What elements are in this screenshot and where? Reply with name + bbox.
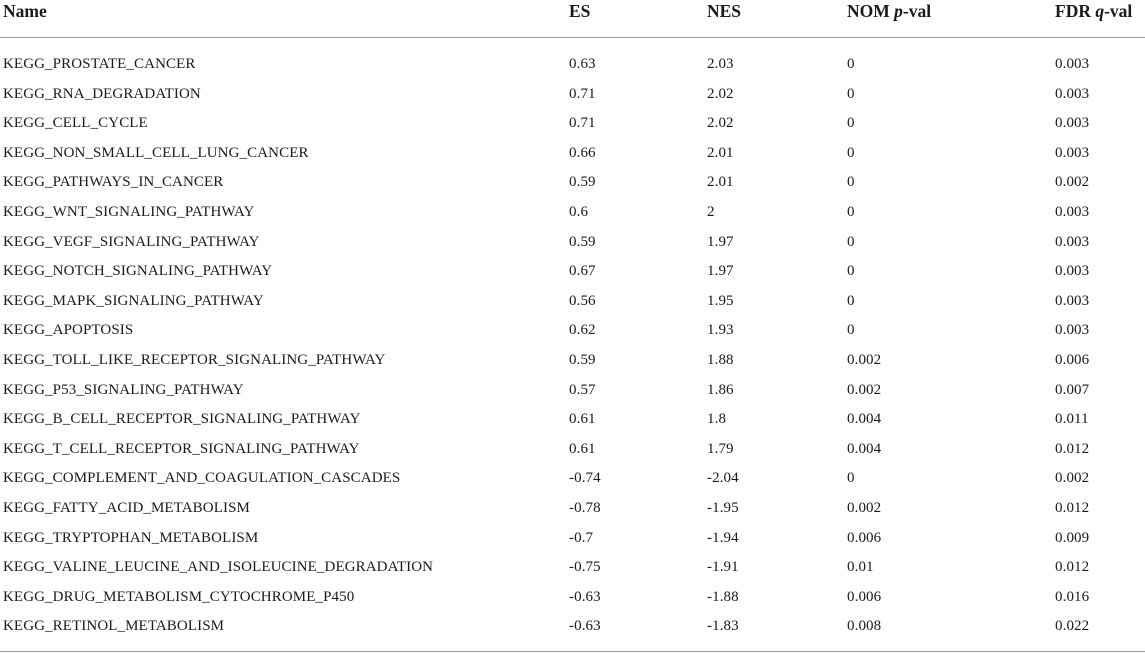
cell-nom: 0.006: [847, 529, 882, 546]
cell-es: 0.57: [569, 381, 596, 398]
cell-nom: 0: [847, 144, 855, 161]
cell-nes: -1.88: [707, 588, 739, 605]
header-nom-suffix: -val: [902, 1, 932, 21]
cell-es: -0.75: [569, 559, 601, 576]
cell-nom: 0.008: [847, 618, 882, 635]
cell-fdr: 0.003: [1055, 292, 1090, 309]
header-es: ES: [566, 0, 704, 38]
cell-nom: 0.002: [847, 381, 882, 398]
cell-nom: 0.004: [847, 411, 882, 428]
cell-fdr: 0.012: [1055, 499, 1090, 516]
table-row: [0, 80, 1145, 110]
cell-nes: 1.88: [707, 351, 734, 368]
cell-name: KEGG_MAPK_SIGNALING_PATHWAY: [3, 292, 264, 309]
cell-es: -0.63: [569, 618, 601, 635]
cell-fdr: 0.003: [1055, 233, 1090, 250]
table-row: [0, 494, 1145, 524]
table-row: [0, 376, 1145, 406]
cell-name: KEGG_FATTY_ACID_METABOLISM: [3, 499, 250, 516]
table-row: [0, 168, 1145, 198]
cell-es: 0.61: [569, 440, 596, 457]
cell-nom: 0.002: [847, 499, 882, 516]
table-row: [0, 198, 1145, 228]
cell-fdr: 0.003: [1055, 56, 1090, 72]
cell-es: 0.56: [569, 292, 596, 309]
cell-nom: 0: [847, 263, 855, 280]
cell-es: -0.78: [569, 499, 601, 516]
cell-fdr: 0.003: [1055, 85, 1090, 102]
header-nom-italic: p: [894, 1, 903, 21]
header-nom-pval: [844, 0, 1052, 38]
table-bottom-rule: [0, 651, 1145, 652]
cell-nom: 0: [847, 470, 855, 487]
cell-nom: 0.002: [847, 351, 882, 368]
cell-nes: 1.86: [707, 381, 734, 398]
cell-es: -0.7: [569, 529, 594, 546]
cell-fdr: 0.022: [1055, 618, 1090, 635]
table-header: [0, 0, 1145, 38]
header-fdr-prefix: FDR: [1055, 1, 1096, 21]
cell-es: 0.63: [569, 56, 596, 72]
cell-nes: 2.01: [707, 144, 734, 161]
cell-nes: 1.79: [707, 440, 734, 457]
cell-nes: -1.94: [707, 529, 739, 546]
cell-name: KEGG_WNT_SIGNALING_PATHWAY: [3, 203, 255, 220]
header-name: Name: [0, 0, 566, 38]
cell-nes: -1.91: [707, 559, 739, 576]
table-row: [0, 553, 1145, 583]
header-row: [0, 0, 1145, 38]
cell-nom: 0: [847, 115, 855, 132]
table-row: [0, 139, 1145, 169]
cell-es: 0.71: [569, 115, 596, 132]
cell-nes: -2.04: [707, 470, 739, 487]
cell-fdr: 0.003: [1055, 144, 1090, 161]
cell-fdr: 0.002: [1055, 470, 1090, 487]
cell-name: KEGG_APOPTOSIS: [3, 322, 134, 339]
cell-name: KEGG_T_CELL_RECEPTOR_SIGNALING_PATHWAY: [3, 440, 360, 457]
header-spacer-row: [0, 38, 1145, 51]
cell-nom: 0: [847, 56, 855, 72]
cell-name: KEGG_B_CELL_RECEPTOR_SIGNALING_PATHWAY: [3, 411, 361, 428]
cell-nes: 2.02: [707, 85, 734, 102]
cell-name: KEGG_NON_SMALL_CELL_LUNG_CANCER: [3, 144, 309, 161]
cell-name: KEGG_TRYPTOPHAN_METABOLISM: [3, 529, 259, 546]
cell-es: -0.74: [569, 470, 601, 487]
cell-nom: 0: [847, 85, 855, 102]
cell-name: KEGG_VALINE_LEUCINE_AND_ISOLEUCINE_DEGRADATION: [3, 559, 434, 576]
cell-fdr: 0.003: [1055, 263, 1090, 280]
cell-nes: 1.95: [707, 292, 734, 309]
cell-name: KEGG_DRUG_METABOLISM_CYTOCHROME_P450: [3, 588, 355, 605]
cell-nes: 2: [707, 203, 715, 220]
cell-es: 0.59: [569, 351, 596, 368]
cell-nes: 2.01: [707, 174, 734, 191]
cell-nom: 0: [847, 174, 855, 191]
cell-fdr: 0.006: [1055, 351, 1090, 368]
table-row: [0, 612, 1145, 642]
table-body: [0, 38, 1145, 642]
cell-name: KEGG_RNA_DEGRADATION: [3, 85, 201, 102]
cell-nom: 0: [847, 292, 855, 309]
cell-es: 0.67: [569, 263, 596, 280]
cell-name: KEGG_PROSTATE_CANCER: [3, 56, 196, 72]
table-row: [0, 50, 1145, 80]
cell-nom: 0.006: [847, 588, 882, 605]
table-row: [0, 346, 1145, 376]
cell-es: -0.63: [569, 588, 601, 605]
cell-es: 0.66: [569, 144, 596, 161]
cell-nes: -1.95: [707, 499, 739, 516]
cell-nom: 0.01: [847, 559, 874, 576]
table-row: [0, 228, 1145, 258]
table-row: [0, 257, 1145, 287]
table-row: [0, 583, 1145, 613]
cell-name: KEGG_VEGF_SIGNALING_PATHWAY: [3, 233, 260, 250]
cell-fdr: 0.007: [1055, 381, 1090, 398]
cell-nes: 1.93: [707, 322, 734, 339]
cell-nes: 1.8: [707, 411, 727, 428]
cell-fdr: 0.003: [1055, 322, 1090, 339]
cell-fdr: 0.012: [1055, 440, 1090, 457]
cell-nes: 2.03: [707, 56, 734, 72]
cell-name: KEGG_NOTCH_SIGNALING_PATHWAY: [3, 263, 273, 280]
cell-nom: 0.004: [847, 440, 882, 457]
cell-name: KEGG_COMPLEMENT_AND_COAGULATION_CASCADES: [3, 470, 401, 487]
cell-es: 0.59: [569, 174, 596, 191]
table-row: [0, 109, 1145, 139]
header-fdr-qval: [1052, 0, 1145, 38]
cell-fdr: 0.003: [1055, 203, 1090, 220]
table-row: [0, 435, 1145, 465]
cell-nes: -1.83: [707, 618, 739, 635]
cell-name: KEGG_PATHWAYS_IN_CANCER: [3, 174, 224, 191]
header-nes: NES: [704, 0, 844, 38]
cell-es: 0.59: [569, 233, 596, 250]
cell-fdr: 0.009: [1055, 529, 1090, 546]
cell-name: KEGG_RETINOL_METABOLISM: [3, 618, 225, 635]
cell-nes: 1.97: [707, 263, 734, 280]
cell-es: 0.71: [569, 85, 596, 102]
header-spacer: [0, 38, 1145, 51]
cell-fdr: 0.016: [1055, 588, 1090, 605]
cell-es: 0.62: [569, 322, 596, 339]
cell-nom: 0: [847, 322, 855, 339]
table-row: [0, 464, 1145, 494]
table-row: [0, 287, 1145, 317]
cell-name: KEGG_TOLL_LIKE_RECEPTOR_SIGNALING_PATHWAY: [3, 351, 386, 368]
cell-name: KEGG_P53_SIGNALING_PATHWAY: [3, 381, 244, 398]
cell-nom: 0: [847, 233, 855, 250]
cell-name: KEGG_CELL_CYCLE: [3, 115, 148, 132]
header-fdr-italic: q: [1095, 1, 1105, 21]
header-nom-prefix: NOM: [847, 1, 895, 21]
cell-fdr: 0.011: [1055, 411, 1089, 428]
cell-fdr: 0.012: [1055, 559, 1090, 576]
table-row: [0, 316, 1145, 346]
cell-es: 0.61: [569, 411, 596, 428]
cell-nes: 2.02: [707, 115, 734, 132]
table-row: [0, 524, 1145, 554]
cell-fdr: 0.002: [1055, 174, 1090, 191]
cell-es: 0.6: [569, 203, 589, 220]
cell-fdr: 0.003: [1055, 115, 1090, 132]
cell-nes: 1.97: [707, 233, 734, 250]
table-row: [0, 405, 1145, 435]
header-fdr-suffix: -val: [1104, 1, 1133, 21]
cell-nom: 0: [847, 203, 855, 220]
